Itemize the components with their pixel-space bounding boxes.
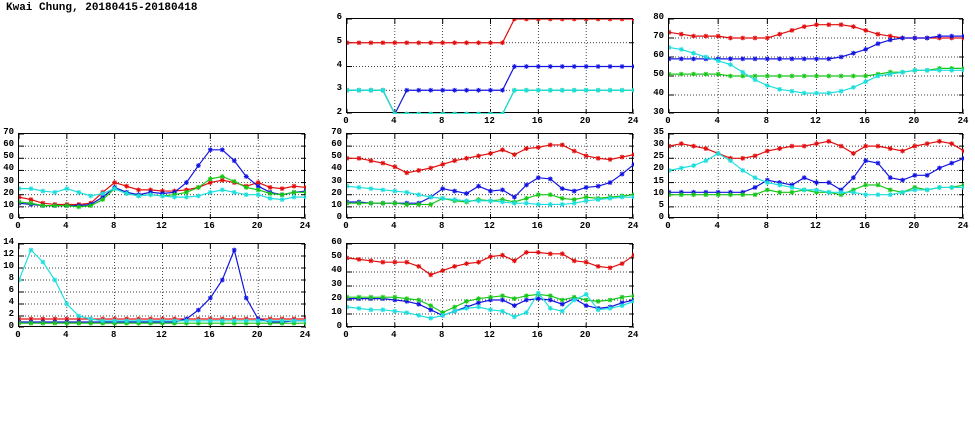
x-tick-label: 16 [859,116,871,126]
y-tick-label: 60 [331,237,342,247]
x-tick-label: 20 [579,330,591,340]
x-tick-label: 24 [299,221,311,231]
x-tick-label: 4 [63,330,69,340]
plot-area-aqhi [346,18,633,113]
y-tick-label: 0 [658,212,664,222]
y-tick-label: 8 [8,273,14,283]
x-tick-label: 12 [810,116,821,126]
y-tick-label: 30 [3,175,14,186]
plot-canvas-so2 [19,244,306,328]
x-tick-label: 8 [763,116,770,126]
x-tick-label: 20 [579,221,591,231]
y-tick-label: 40 [3,163,14,174]
x-tick-label: 16 [531,221,543,231]
y-tick-label: 20 [331,293,342,303]
x-tick-label: 0 [343,116,349,126]
y-tick-label: 60 [331,139,342,150]
y-tick-label: 40 [331,265,342,275]
x-tick-label: 0 [665,221,671,231]
y-tick-label: 50 [3,151,14,162]
y-tick-label: 6 [336,12,342,22]
x-tick-label: 24 [957,221,969,231]
x-tick-label: 24 [627,330,639,340]
y-tick-label: 50 [331,251,342,261]
x-tick-label: 4 [714,221,720,231]
y-tick-label: 2 [8,309,14,319]
x-tick-label: 20 [251,221,263,231]
y-tick-label: 6 [8,285,14,295]
x-tick-label: 12 [484,221,495,231]
plot-canvas-aqhi [347,19,634,114]
x-tick-label: 20 [579,116,591,126]
y-tick-label: 30 [653,139,664,150]
x-tick-label: 12 [156,221,167,231]
plot-canvas-no2 [19,134,306,219]
x-tick-label: 12 [156,330,167,340]
y-tick-label: 35 [653,127,664,137]
y-tick-label: 10 [3,261,14,271]
plot-canvas-fsp [669,134,964,219]
y-tick-label: 2 [336,107,342,117]
plot-canvas-rsp [347,134,634,219]
y-tick-label: 30 [653,107,664,117]
x-tick-label: 20 [908,221,920,231]
plot-area-so2 [18,243,305,327]
x-tick-label: 16 [531,116,543,126]
x-tick-label: 12 [484,330,495,340]
x-tick-label: 4 [63,221,69,231]
x-tick-label: 24 [957,116,969,126]
plot-area-aqi [668,18,963,113]
y-tick-label: 70 [331,127,342,137]
plot-canvas-o3 [347,244,634,328]
y-tick-label: 50 [653,69,664,79]
x-tick-label: 0 [15,330,21,340]
y-tick-label: 25 [653,151,664,162]
y-tick-label: 20 [331,187,342,198]
x-tick-label: 24 [627,221,639,231]
y-tick-label: 4 [336,59,342,70]
x-tick-label: 8 [438,116,445,126]
x-tick-label: 12 [810,221,821,231]
x-tick-label: 16 [859,221,871,231]
y-tick-label: 5 [658,199,664,210]
y-tick-label: 0 [8,212,14,222]
y-tick-label: 60 [3,139,14,150]
y-tick-label: 10 [331,307,342,317]
y-tick-label: 80 [653,12,664,22]
plot-area-fsp [668,133,963,218]
x-tick-label: 12 [484,116,495,126]
x-tick-label: 24 [627,116,639,126]
x-tick-label: 8 [763,221,770,231]
y-tick-label: 30 [331,279,342,289]
plot-area-no2 [18,133,305,218]
series-line-blue [669,158,964,192]
x-tick-label: 8 [110,221,117,231]
plot-area-o3 [346,243,633,327]
x-tick-label: 0 [15,221,21,231]
x-tick-label: 16 [203,330,215,340]
x-tick-label: 8 [438,330,445,340]
y-tick-label: 40 [331,163,342,174]
x-tick-label: 0 [343,221,349,231]
x-tick-label: 4 [391,116,397,126]
x-tick-label: 8 [110,330,117,340]
plot-area-rsp [346,133,633,218]
y-tick-label: 4 [8,297,14,307]
x-tick-label: 20 [908,116,920,126]
y-tick-label: 70 [3,127,14,137]
x-tick-label: 16 [531,330,543,340]
x-tick-label: 20 [251,330,263,340]
y-tick-label: 15 [653,175,664,186]
y-tick-label: 20 [653,163,664,174]
y-tick-label: 10 [653,187,664,198]
x-tick-label: 0 [343,330,349,340]
y-tick-label: 60 [653,50,664,60]
y-tick-label: 5 [336,35,342,46]
x-tick-label: 4 [714,116,720,126]
x-tick-label: 4 [391,221,397,231]
y-tick-label: 20 [3,187,14,198]
x-tick-label: 4 [391,330,397,340]
y-tick-label: 10 [331,199,342,210]
plot-canvas-aqi [669,19,964,114]
page-title: Kwai Chung, 20180415-20180418 [6,2,198,14]
y-tick-label: 30 [331,175,342,186]
y-tick-label: 40 [653,88,664,98]
x-tick-label: 16 [203,221,215,231]
y-tick-label: 12 [3,249,14,259]
y-tick-label: 70 [653,31,664,41]
y-tick-label: 3 [336,83,342,94]
y-tick-label: 14 [3,237,14,247]
x-tick-label: 24 [299,330,311,340]
x-tick-label: 0 [665,116,671,126]
x-tick-label: 8 [438,221,445,231]
y-tick-label: 10 [3,199,14,210]
y-tick-label: 0 [8,321,14,331]
y-tick-label: 50 [331,151,342,162]
y-tick-label: 0 [336,321,342,331]
y-tick-label: 0 [336,212,342,222]
